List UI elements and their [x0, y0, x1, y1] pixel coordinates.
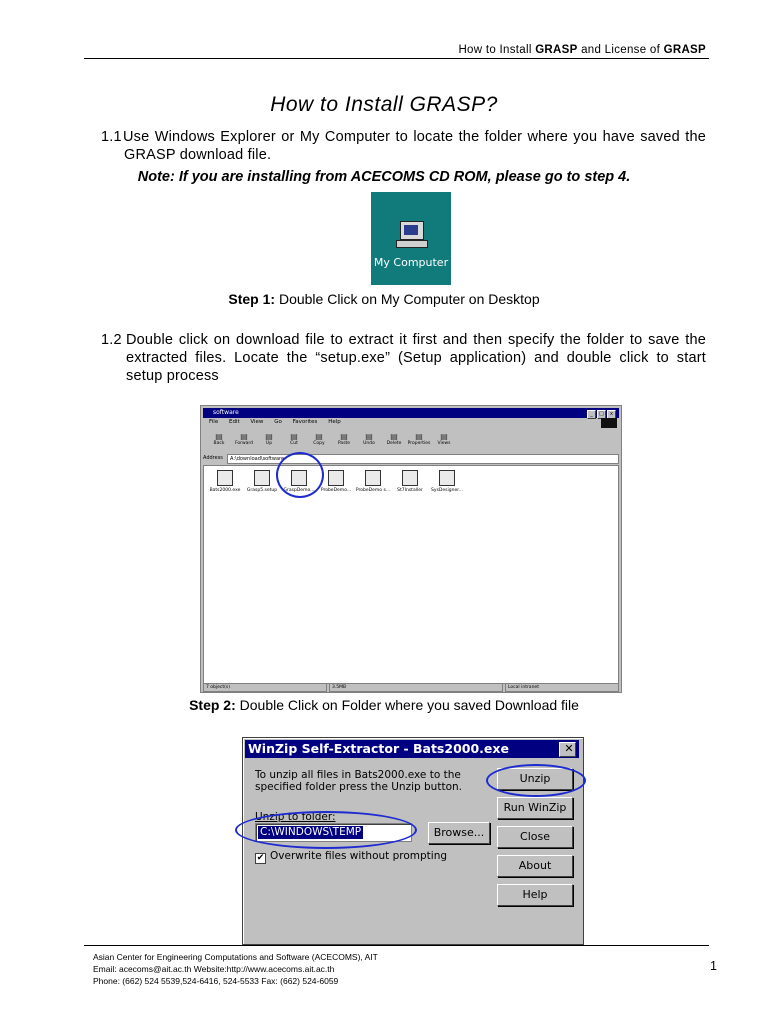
- file-item[interactable]: GraspDemo...: [280, 470, 318, 493]
- undo-button[interactable]: ▤ Undo: [357, 432, 381, 446]
- menu-help[interactable]: Help: [328, 419, 341, 425]
- file-item[interactable]: Bats2000.exe: [206, 470, 244, 493]
- address-input[interactable]: A:\download\software: [227, 454, 619, 464]
- my-computer-label: My Computer: [373, 256, 449, 269]
- paste-button[interactable]: ▤ Paste: [332, 432, 356, 446]
- step-1-1-number: 1.1: [101, 129, 122, 145]
- explorer-toolbar: [207, 432, 457, 454]
- windows-logo-icon: [601, 418, 617, 428]
- views-button[interactable]: ▤ Views: [432, 432, 456, 446]
- file-item[interactable]: ProbeDemo s...: [354, 470, 392, 493]
- overwrite-checkbox[interactable]: ✔ Overwrite files without prompting: [256, 850, 448, 863]
- step-1-caption: Step 1: Double Click on My Computer on Desktop: [228, 291, 540, 307]
- forward-button[interactable]: ▤ Forward: [232, 432, 256, 446]
- footer-rule: [84, 945, 709, 946]
- cd-rom-note: Note: If you are installing from ACECOMS CD ROM, please go to step 4.: [137, 169, 631, 185]
- highlight-circle: [276, 452, 324, 498]
- unzip-button[interactable]: Unzip: [497, 768, 573, 790]
- file-item[interactable]: Grasp5.setup: [243, 470, 281, 493]
- explorer-titlebar: software _ □ x: [203, 408, 619, 418]
- address-bar: [203, 454, 619, 463]
- delete-button[interactable]: ▤ Delete: [382, 432, 406, 446]
- explorer-window: [200, 405, 622, 693]
- close-button[interactable]: Close: [497, 826, 573, 848]
- help-button[interactable]: Help: [497, 884, 573, 906]
- status-object-count: 7 object(s): [203, 683, 327, 692]
- back-button[interactable]: ▤ Back: [207, 432, 231, 446]
- browse-button[interactable]: Browse...: [428, 822, 490, 844]
- winzip-message: To unzip all files in Bats2000.exe to the specified folder press the Unzip button.: [255, 769, 462, 793]
- footer-contact: Asian Center for Engineering Computations and Software (ACECOMS), AIT Email: acecoms@ait.ac.th Website:http://www.acecoms.ait.ac.th Phone: (662) 524 5539,524-6416, 524-5533 Fax: (662) 524-6059: [93, 952, 378, 986]
- status-zone: Local intranet: [505, 683, 619, 692]
- file-item[interactable]: ProbeDemo...: [317, 470, 355, 493]
- file-pane: [203, 465, 619, 684]
- computer-base-icon: [396, 240, 428, 248]
- unzip-folder-label: Unzip to folder:: [255, 811, 336, 823]
- explorer-menubar: [209, 419, 350, 425]
- up-button[interactable]: ▤ Up: [257, 432, 281, 446]
- minimize-icon[interactable]: _: [587, 410, 596, 419]
- menu-file[interactable]: File: [209, 419, 219, 425]
- page-number: 1: [710, 959, 717, 973]
- menu-go[interactable]: Go: [274, 419, 282, 425]
- status-size: 3.5MB: [329, 683, 503, 692]
- menu-favorites[interactable]: Favorites: [292, 419, 318, 425]
- highlight-oval-folder: [235, 811, 417, 849]
- step-1-2-number: 1.2: [101, 332, 122, 348]
- step-1-2-text: Double click on download file to extract it first and then specify the folder to save the extracted files. Locate the “setup.exe” (Setup application) and double click to start setup process: [126, 332, 706, 384]
- file-item[interactable]: SysDesigner...: [428, 470, 466, 493]
- cut-button[interactable]: ▤ Cut: [282, 432, 306, 446]
- run-winzip-button[interactable]: Run WinZip: [497, 797, 573, 819]
- monitor-icon: [400, 221, 424, 240]
- file-item[interactable]: St7Installer: [391, 470, 429, 493]
- checkmark-icon: ✔: [256, 853, 265, 863]
- highlight-oval-unzip: [486, 764, 586, 797]
- unzip-folder-input[interactable]: C:\WINDOWS\TEMP: [255, 823, 412, 842]
- copy-button[interactable]: ▤ Copy: [307, 432, 331, 446]
- menu-edit[interactable]: Edit: [228, 419, 240, 425]
- step-1-1-text: Use Windows Explorer or My Computer to locate the folder where you have saved the GRASP download file.: [123, 129, 706, 163]
- close-icon[interactable]: x: [607, 410, 616, 419]
- file-list: [206, 470, 465, 493]
- step-2-caption: Step 2: Double Click on Folder where you saved Download file: [189, 697, 579, 713]
- status-bar: [203, 683, 619, 691]
- page-title: How to Install GRASP?: [270, 93, 498, 116]
- winzip-titlebar: WinZip Self-Extractor - Bats2000.exe ✕: [245, 740, 579, 758]
- about-button[interactable]: About: [497, 855, 573, 877]
- menu-view[interactable]: View: [250, 419, 264, 425]
- address-label: Address: [203, 455, 223, 461]
- properties-button[interactable]: ▤ Properties: [407, 432, 431, 446]
- close-icon[interactable]: ✕: [559, 742, 576, 757]
- maximize-icon[interactable]: □: [597, 410, 606, 419]
- header-rule: [84, 58, 709, 59]
- my-computer-icon[interactable]: [371, 192, 451, 285]
- running-header: How to Install GRASP and License of GRASP: [458, 44, 706, 56]
